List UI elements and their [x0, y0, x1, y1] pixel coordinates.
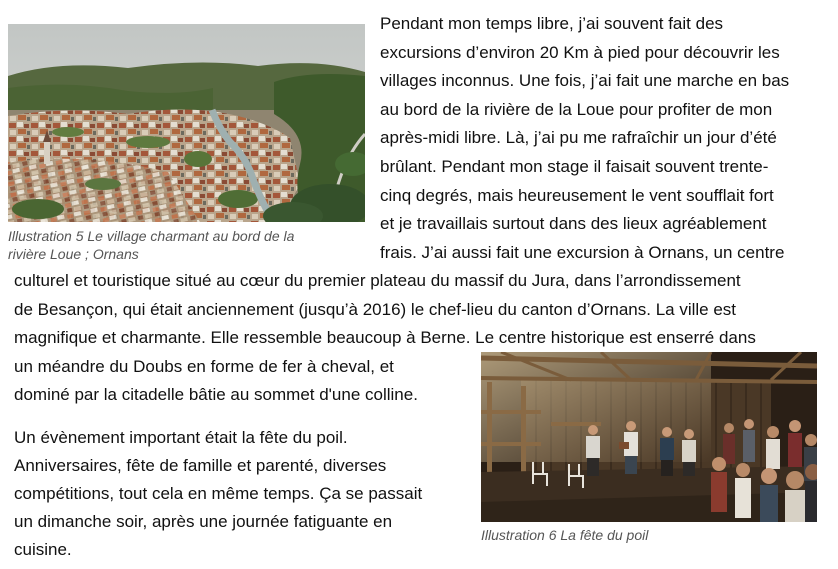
figure-village-photo [8, 24, 365, 222]
figure-party-photo [481, 352, 817, 522]
text-line: au bord de la rivière de la Loue pour profiter de mon [380, 99, 773, 119]
text-line: excursions d’environ 20 Km à pied pour découvrir les [380, 42, 780, 62]
text-line: et je travaillais surtout dans des lieux agréablement [380, 214, 767, 234]
caption-line: Illustration 5 Le village charmant au bord de la [8, 228, 295, 244]
text-line: de Besançon, qui était anciennement (jusqu’à 2016) le chef-lieu du canton d’Ornans. La ville est [14, 299, 737, 319]
text-line: Anniversaires, fête de famille et parenté, diverses [14, 456, 387, 475]
text-line: après-midi libre. Là, j’ai pu me rafraîchir un jour d’été [380, 128, 777, 148]
barn-party-photo [481, 352, 817, 522]
village-photo [8, 24, 365, 222]
text-line: un dimanche soir, après une journée fatiguante en [14, 512, 393, 531]
text-line: Pendant mon temps libre, j’ai souvent fait des [380, 14, 724, 33]
text-line: villages inconnus. Une fois, j’ai fait une marche en bas [380, 71, 790, 91]
text-line: Un évènement important était la fête du poil. [14, 428, 348, 447]
text-line: frais. J’ai aussi fait une excursion à Ornans, un centre [380, 242, 785, 262]
figure-caption [481, 526, 648, 544]
caption-line: Illustration 6 La fête du poil [481, 527, 649, 543]
text-line: cinq degrés, mais heureusement le vent soufflait fort [380, 185, 774, 205]
paragraph [14, 424, 422, 564]
text-line: compétitions, tout cela en même temps. Ça se passait [14, 484, 423, 503]
text-line: un méandre du Doubs en forme de fer à cheval, et [14, 356, 394, 376]
text-line: magnifique et charmante. Elle ressemble beaucoup à Berne. Le centre historique est enserré dans [14, 328, 756, 348]
text-line: brûlant. Pendant mon stage il faisait souvent trente- [380, 156, 769, 176]
text-line: cuisine. [14, 540, 72, 559]
caption-line: rivière Loue ; Ornans [8, 246, 139, 262]
text-line: dominé par la citadelle bâtie au sommet d'une colline. [14, 385, 418, 405]
paragraph [380, 10, 789, 267]
text-line: culturel et touristique situé au cœur du premier plateau du massif du Jura, dans l’arrondissement [14, 271, 741, 290]
figure-caption [8, 227, 294, 263]
